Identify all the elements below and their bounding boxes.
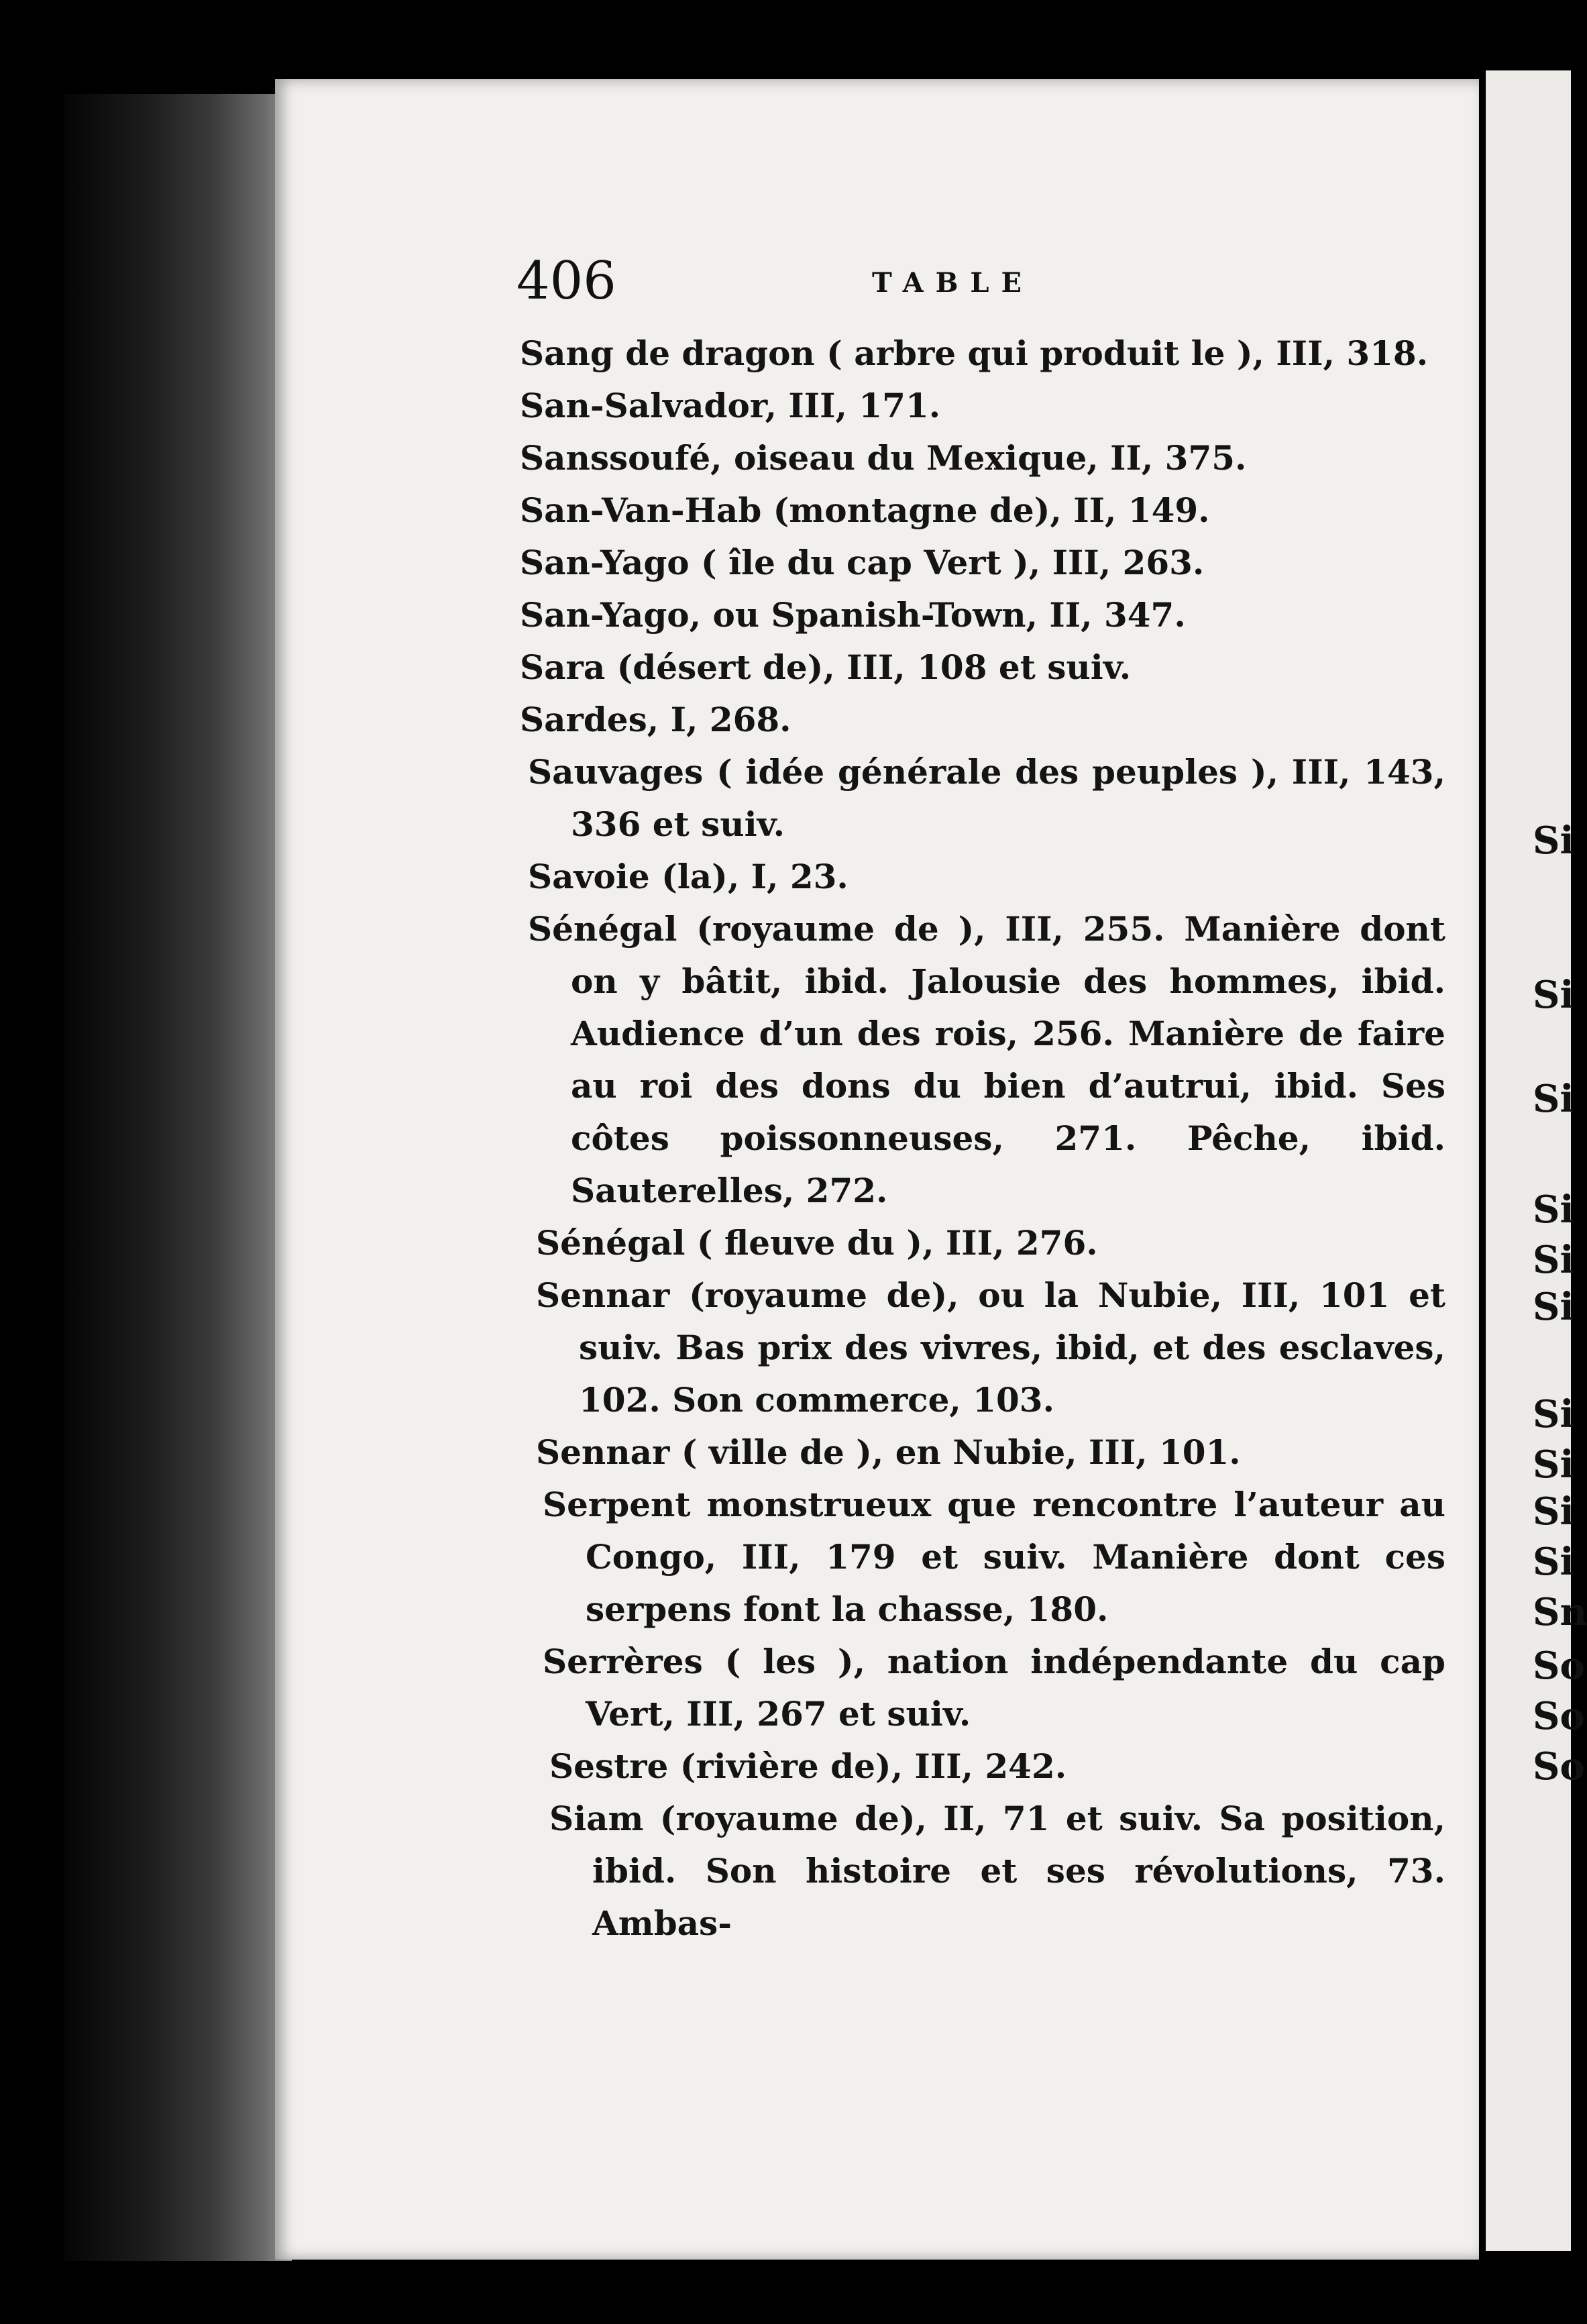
facing-page-fragment: Si bbox=[1533, 973, 1574, 1017]
index-entry: Sang de dragon ( arbre qui produit le ), III, 318. bbox=[520, 333, 1429, 373]
facing-page-fragment: So bbox=[1533, 1694, 1585, 1738]
facing-page-fragment: Si bbox=[1533, 1077, 1574, 1121]
index-entry: Sara (désert de), III, 108 et suiv. bbox=[520, 647, 1132, 687]
facing-page-fragment: Si bbox=[1533, 1392, 1574, 1436]
facing-page-fragment: Si bbox=[1533, 1187, 1574, 1232]
facing-page-fragment: So bbox=[1533, 1644, 1585, 1688]
index-entry: Sestre (rivière de), III, 242. bbox=[549, 1746, 1067, 1786]
index-entry: Sardes, I, 268. bbox=[520, 700, 791, 739]
index-entries bbox=[520, 327, 1445, 1950]
index-entry: Savoie (la), I, 23. bbox=[528, 857, 849, 896]
index-entry: Sanssoufé, oiseau du Mexique, II, 375. bbox=[520, 438, 1247, 478]
index-entry: Sénégal ( fleuve du ), III, 276. bbox=[536, 1223, 1098, 1263]
book-gutter bbox=[64, 94, 292, 2261]
index-entry: San-Yago, ou Spanish-Town, II, 347. bbox=[520, 595, 1186, 635]
facing-page-fragment: Si bbox=[1533, 818, 1574, 863]
index-entry: San-Yago ( île du cap Vert ), III, 263. bbox=[520, 543, 1205, 582]
index-entry: Sennar ( ville de ), en Nubie, III, 101. bbox=[536, 1432, 1241, 1472]
index-entry: Sénégal (royaume de ), III, 255. Manière dont on y bâtit, ibid. Jalousie des hommes, ibid. Audience d’un des rois, 256. Manière de faire au roi des dons du bien d’autrui, ibid. Ses côtes poissonneuses, 271. Pêche, ibid. Sauterelles, 272. bbox=[528, 909, 1445, 1210]
index-entry: Sauvages ( idée générale des peuples ), III, 143, 336 et suiv. bbox=[528, 752, 1445, 844]
facing-page-edge bbox=[1486, 70, 1587, 2251]
facing-page-fragment: Si bbox=[1533, 1238, 1574, 1282]
running-head: TABLE bbox=[872, 267, 1034, 299]
facing-page-fragment: Si bbox=[1533, 1442, 1574, 1487]
facing-page-fragment: Si bbox=[1533, 1285, 1574, 1329]
index-entry: Serpent monstrueux que rencontre l’auteur au Congo, III, 179 et suiv. Manière dont ces serpens font la chasse, 180. bbox=[543, 1485, 1445, 1629]
facing-page-fragment: Sn bbox=[1533, 1590, 1587, 1634]
page-number: 406 bbox=[516, 251, 616, 311]
facing-page-fragment: Si bbox=[1533, 1489, 1574, 1534]
index-entry: San-Van-Hab (montagne de), II, 149. bbox=[520, 490, 1210, 530]
index-entry: San-Salvador, III, 171. bbox=[520, 386, 941, 425]
index-entry: Sennar (royaume de), ou la Nubie, III, 101 et suiv. Bas prix des vivres, ibid, et des esclaves, 102. Son commerce, 103. bbox=[536, 1275, 1445, 1420]
page-header bbox=[516, 251, 1456, 315]
facing-page-fragment: Si bbox=[1533, 1540, 1574, 1584]
facing-page-fragment: So bbox=[1533, 1744, 1585, 1789]
index-entry: Siam (royaume de), II, 71 et suiv. Sa position, ibid. Son histoire et ses révolutions, 73. Ambas- bbox=[549, 1799, 1445, 1943]
index-entry: Serrères ( les ), nation indépendante du cap Vert, III, 267 et suiv. bbox=[543, 1642, 1445, 1734]
